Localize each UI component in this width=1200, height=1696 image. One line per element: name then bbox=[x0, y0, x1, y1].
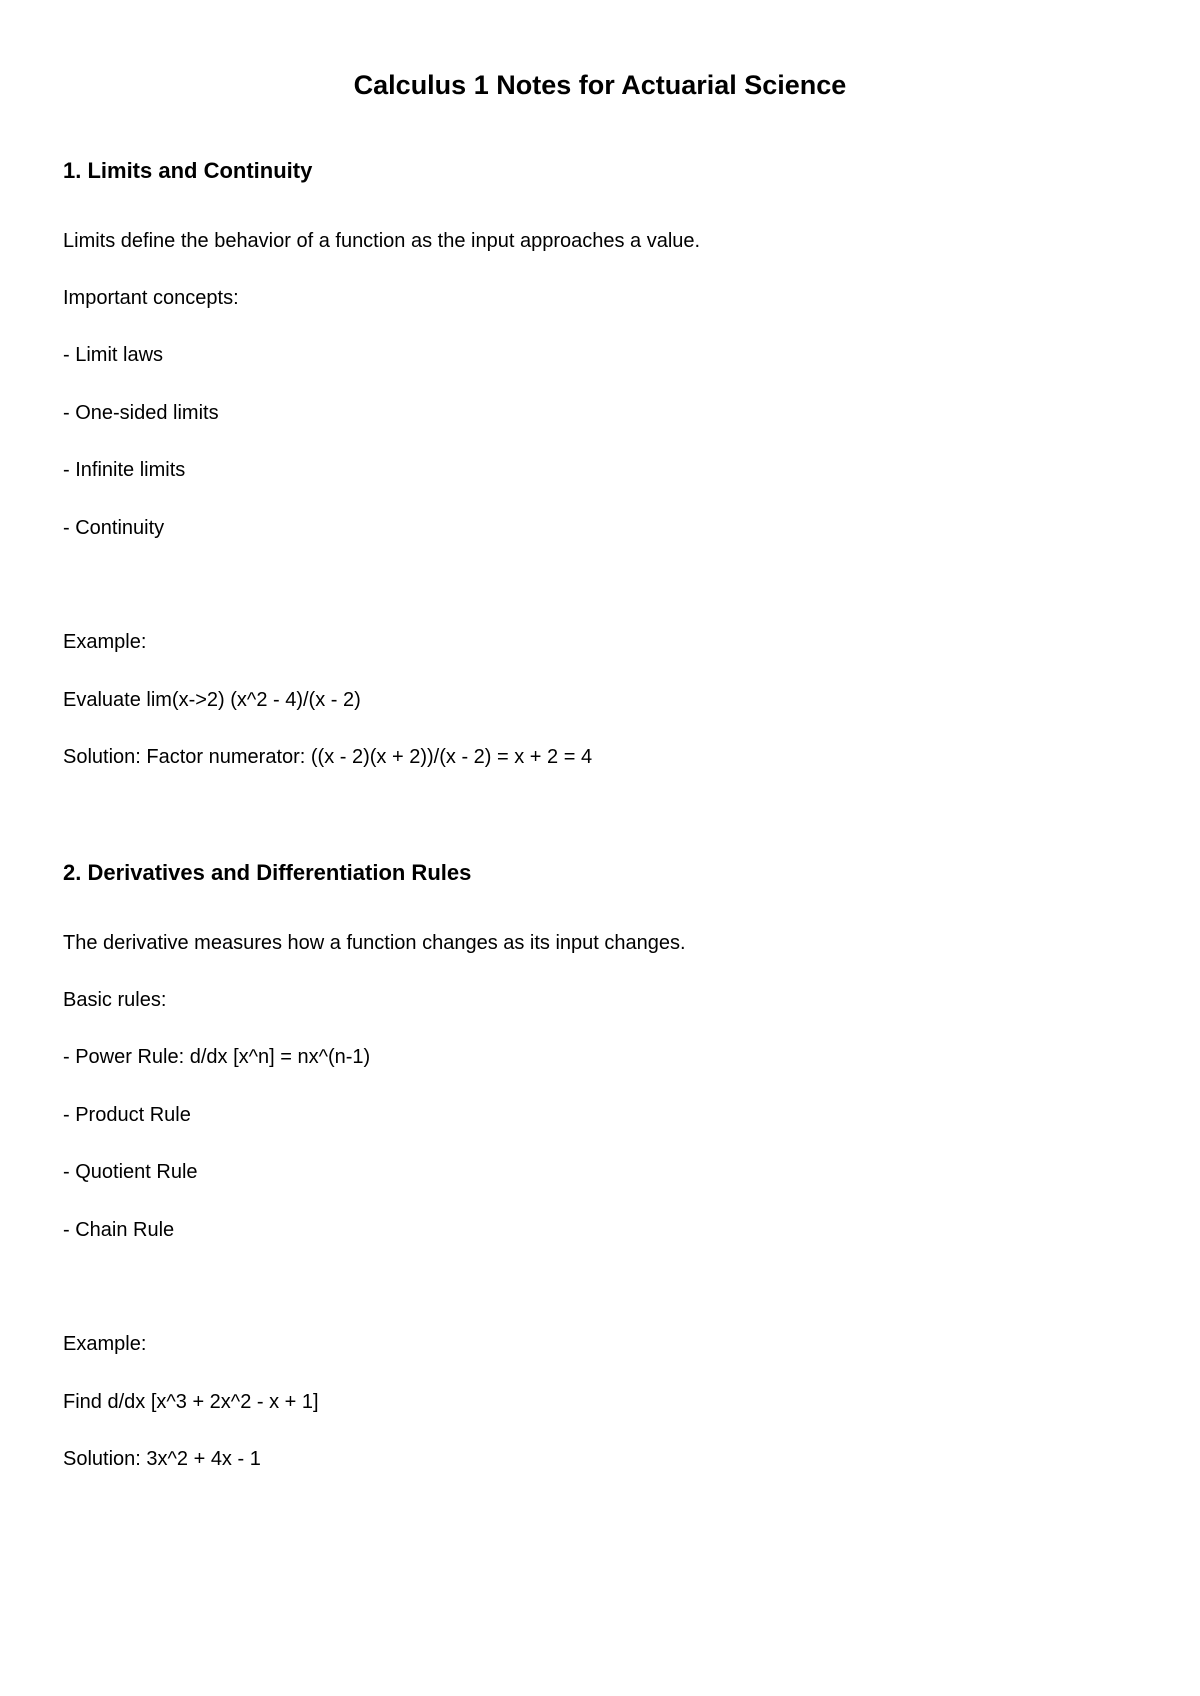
list-item: - Continuity bbox=[63, 517, 165, 539]
rules-label: Basic rules: bbox=[63, 989, 167, 1011]
section-heading-limits: 1. Limits and Continuity bbox=[63, 158, 313, 183]
list-item: - Quotient Rule bbox=[63, 1161, 198, 1183]
example-solution: Solution: 3x^2 + 4x - 1 bbox=[63, 1448, 261, 1470]
section-intro-derivatives: The derivative measures how a function changes as its input changes. bbox=[63, 932, 686, 954]
example-problem: Evaluate lim(x->2) (x^2 - 4)/(x - 2) bbox=[63, 689, 361, 711]
example-label: Example: bbox=[63, 631, 147, 653]
document-title: Calculus 1 Notes for Actuarial Science bbox=[353, 70, 847, 100]
section-intro-limits: Limits define the behavior of a function as the input approaches a value. bbox=[63, 230, 701, 252]
example-problem: Find d/dx [x^3 + 2x^2 - x + 1] bbox=[63, 1391, 319, 1413]
example-label: Example: bbox=[63, 1333, 147, 1355]
list-item: - Power Rule: d/dx [x^n] = nx^(n-1) bbox=[63, 1046, 371, 1068]
list-item: - Infinite limits bbox=[63, 459, 186, 481]
list-item: - One-sided limits bbox=[63, 402, 219, 424]
concepts-label: Important concepts: bbox=[63, 287, 239, 309]
example-solution: Solution: Factor numerator: ((x - 2)(x + 2))/(x - 2) = x + 2 = 4 bbox=[63, 746, 593, 768]
section-heading-derivatives: 2. Derivatives and Differentiation Rules bbox=[63, 860, 472, 885]
list-item: - Chain Rule bbox=[63, 1219, 175, 1241]
list-item: - Product Rule bbox=[63, 1104, 191, 1126]
list-item: - Limit laws bbox=[63, 344, 164, 366]
